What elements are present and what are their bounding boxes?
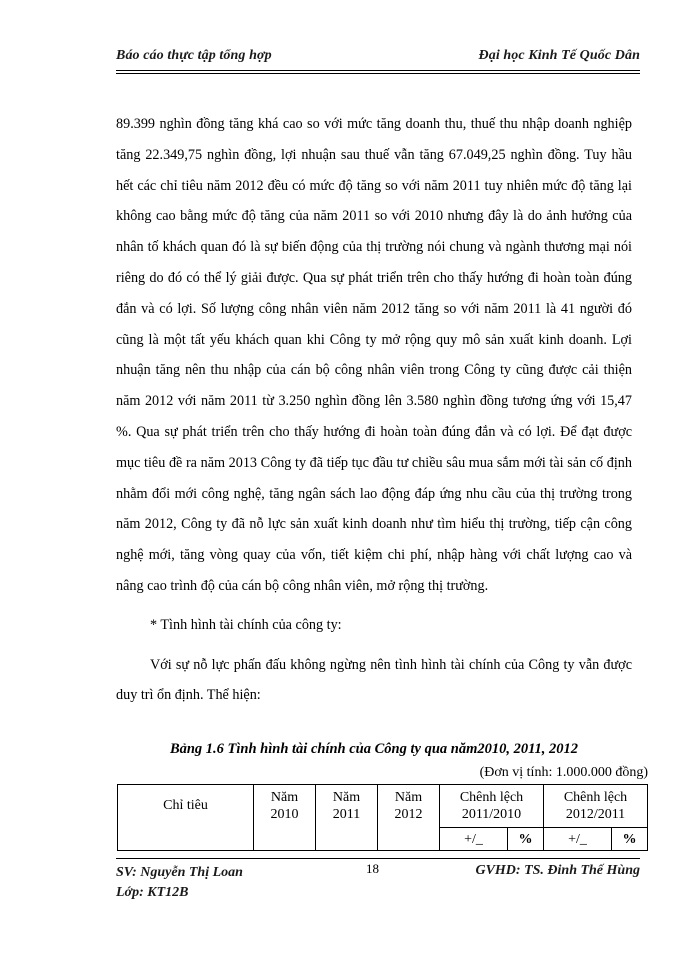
paragraph-2: * Tình hình tài chính của công ty: (150, 616, 342, 633)
header-year-2012-word: Năm (394, 790, 423, 805)
footer-advisor: GVHD: TS. Đinh Thế Hùng (475, 863, 640, 878)
header-diff-2011-2010-value: 2011/2010 (461, 807, 522, 822)
subheader-abs-1: +/_ (440, 828, 508, 851)
header-year-2011-value: 2011 (332, 807, 361, 822)
table-header-row (118, 785, 648, 828)
table-title: Bảng 1.6 Tình hình tài chính của Công ty qua năm2010, 2011, 2012 (169, 741, 579, 757)
subheader-pct-1: % (508, 828, 544, 851)
header-year-2012 (378, 785, 440, 851)
footer-class: Lớp: KT12B (116, 885, 189, 900)
page-number: 18 (366, 861, 379, 876)
footer-student-block (116, 863, 243, 903)
header-year-2010-word: Năm (270, 790, 299, 805)
subheader-pct-2: % (612, 828, 648, 851)
header-diff-2011-2010-word: Chênh lệch (459, 790, 524, 805)
header-year-2011 (316, 785, 378, 851)
paragraph-3: Với sự nỗ lực phấn đấu không ngừng nên tình hình tài chính của Công ty vẫn được duy trì ổn định. Thể hiện: (116, 656, 632, 704)
header-year-2011-word: Năm (332, 790, 361, 805)
subheader-abs-2: +/_ (544, 828, 612, 851)
header-indicator: Chỉ tiêu (118, 785, 254, 851)
footer-rule (116, 858, 640, 859)
header-report-title: Báo cáo thực tập tổng hợp (116, 48, 272, 63)
header-year-2010-value: 2010 (270, 807, 299, 822)
header-year-2012-value: 2012 (394, 807, 423, 822)
body-text (116, 109, 632, 711)
footer-student: SV: Nguyễn Thị Loan (116, 865, 243, 880)
paragraph-1: 89.399 nghìn đồng tăng khá cao so với mức tăng doanh thu, thuế thu nhập doanh nghiệp tăng 22.349,75 nghìn đồng, lợi nhuận sau thuế vẫn tăng 67.049,25 nghìn đồng. Tuy hầu hết các chỉ tiêu năm 2012 đều có mức độ tăng so với năm 2011 tuy nhiên mức độ tăng lại không cao bằng mức độ tăng của năm 2011 so với 2010 nhưng đây là do ảnh hưởng của nhân tố khách quan đó là sự biến động của thị trường nói chung và ngành thương mại nói riêng do đó có thể lý giải được. Qua sự phát triển trên cho thấy hướng đi hoàn toàn đúng đắn và có lợi. Số lượng công nhân viên năm 2012 tăng so với năm 2011 là 41 người đó cũng là một tất yếu khách quan khi Công ty mở rộng quy mô sản xuất kinh doanh. Lợi nhuận tăng nên thu nhập của cán bộ công nhân viên trong Công ty cũng được cải thiện năm 2012 với năm 2011 từ 3.250 nghìn đồng lên 3.580 nghìn đồng tương ứng với 15,47 %. Qua sự phát triển trên cho thấy hướng đi hoàn toàn đúng đắn và có lợi. Để đạt được mục tiêu đề ra năm 2013 Công ty đã tiếp tục đầu tư chiều sâu mua sắm mới tài sản cố định nhằm đổi mới công nghệ, tăng ngân sách lao động đáp ứng nhu cầu của thị trường trong năm 2012, Công ty đã nỗ lực sản xuất kinh doanh như tìm hiểu thị trường, tiếp cận công nghệ mới, tăng vòng quay của vốn, tiết kiệm chi phí, nhập hàng với chất lượng cao và nâng cao trình độ của cán bộ công nhân viên, mở rộng thị trường. (116, 116, 632, 594)
header-year-2010 (254, 785, 316, 851)
header-rule-secondary (116, 73, 640, 74)
header-diff-2011-2010 (440, 785, 544, 828)
header-rule (116, 70, 640, 71)
header-university: Đại học Kinh Tế Quốc Dân (478, 48, 640, 63)
header-diff-2012-2011 (544, 785, 648, 828)
header-diff-2012-2011-value: 2012/2011 (565, 807, 626, 822)
table-unit: (Đơn vị tính: 1.000.000 đồng) (479, 765, 648, 780)
financial-table (117, 784, 648, 851)
header-diff-2012-2011-word: Chênh lệch (563, 790, 628, 805)
